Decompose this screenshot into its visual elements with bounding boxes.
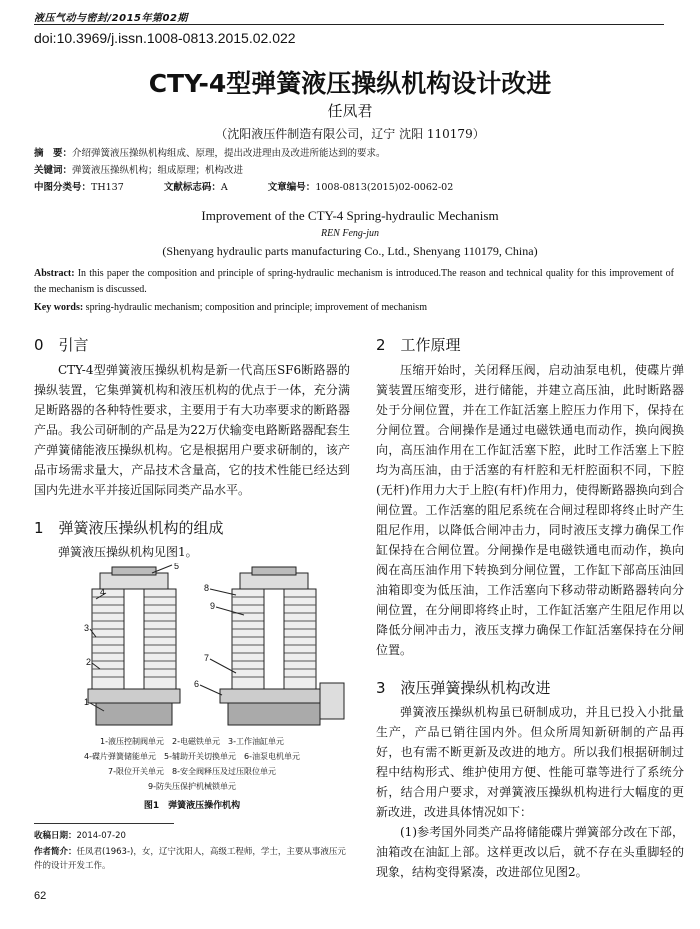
abstract-cn [34,147,674,160]
doi: doi:10.3969/j.issn.1008-0813.2015.02.022 [34,30,296,46]
bio-text: 任凤君(1963-)，女，辽宁沈阳人，高级工程师，学士，主要从事液压元件的设计开发工作。 [34,847,346,871]
received-date: 2014-07-20 [76,831,126,841]
paper-title: CTY-4型弹簧液压操纵机构设计改进 [148,69,552,98]
fig-label-1: 1 [84,697,90,707]
affiliation: （沈阳液压件制造有限公司，辽宁 沈阳 110179） [215,127,485,141]
received-label: 收稿日期： [34,831,77,841]
section-0-heading: 0 引言 [34,336,89,354]
left-valve-block [88,689,180,703]
fig-label-2: 2 [86,657,92,667]
clc-value: TH137 [91,182,124,193]
english-keywords [34,302,674,313]
keywords-cn-text: 弹簧液压操纵机构；组成原理；机构改进 [72,165,244,176]
right-top-switch [252,567,296,575]
keywords-cn [34,164,674,177]
fig-label-8: 8 [204,583,210,593]
english-abstract [34,266,674,298]
page-number: 62 [34,890,47,902]
fig-label-5: 5 [174,563,180,571]
section-3-body-2: (1)参考国外同类产品将储能碟片弹簧部分改在下部，油箱改在油缸上部。这样更改以后，就不存在头重脚轻的现象，结构变得紧凑，改进部位见图2。 [376,825,684,879]
doc-code-value: A [220,182,228,193]
fig-label-3: 3 [84,623,90,633]
section-2-body: 压缩开始时，关闭释压阀，启动油泵电机，使碟片弹簧装置压缩变形，进行储能，并建立高压油，此时断路器处于分闸位置，并在工作缸活塞上腔压力作用下，保持在分闸位置。合闸操作是通过电磁铁通电而动作，换向阀换向，高压油作用在工作缸活塞下腔，此时工作活塞上下腔均为高压油，由于活塞的有杆腔和无杆腔面积不同，下腔(无杆)作用力大于上腔(有杆)作用力，使得断路器换向到合闸位置。工作活塞的阻尼系统在合闸过程即将终止时产生阻尼作用，以降低合闸冲击力，同时液压支撑力确保工作缸保持在合闸位置。分闸操作是电磁铁通电而动作，换向阀在高压油作用下转换到分闸位置，工作缸下部高压油回油箱即变为低压油，工作活塞向下移动带动断路器转向分闸位置，在分闸即将终止时，工作缸活塞产生阻尼作用以降低分闸冲击力，液压支撑力确保工作缸活塞保持在分闸位置。 [376,363,684,657]
fig-label-6: 6 [194,679,200,689]
english-abstract-text: In this paper the composition and principle of spring-hydraulic mechanism is introduced.The reason and technical quality for this improvement of the mechanism is discussed. [34,268,675,295]
english-author: REN Feng-jun [320,228,380,239]
article-no-value: 1008-0813(2015)02-0062-02 [315,182,454,193]
section-0-body: CTY-4型弹簧液压操纵机构是新一代高压SF6断路器的操纵装置，它集弹簧机构和液压机构的优点于一体，充分满足断路器的各种特性要求，主要用于有大功率要求的断路器产品。我公司研制的产品是为22万伏输变电路断路器配套生产弹簧储能液压操纵机构。它是根据用户要求研制的，该产品市场需求量大，产品技术含量高，它的技术性能已经达到国内先进水平并接近国际同类产品水平。 [34,363,350,497]
footnote-bio [34,845,354,873]
motor-pump [320,683,344,719]
figure-1-legend-line-3: 7-限位开关单元 8-安全阀释压及过压限位单元 [108,767,276,776]
abstract-cn-text: 介绍弹簧液压操纵机构组成、原理，提出改进理由及改进所能达到的要求。 [72,148,386,159]
english-keywords-text: spring-hydraulic mechanism; composition and principle; improvement of mechanism [85,302,427,313]
doc-code-label: 文献标志码： [163,182,221,193]
figure-1-title: 图1 弹簧液压操作机构 [143,801,241,811]
bio-label: 作者简介： [34,847,77,857]
english-keywords-label: Key words: [34,302,84,313]
leader-6 [200,685,222,695]
figure-1-legend-line-2: 4-碟片弹簧储能单元 5-辅助开关切换单元 6-油泵电机单元 [84,752,300,761]
clc-label: 中图分类号： [34,182,92,193]
left-top-switch [112,567,156,575]
section-3-body-1: 弹簧液压操纵机构虽已研制成功，并且已投入小批量生产，产品已销往国内外。但众所周知新研制的产品再好，也有需不断更新及改进的地方。所以我们根据研制过程中结构形式、维护使用方便、性能可靠等进行了系统分析，结合用户要求，对弹簧液压操纵机构进行大幅度的更新改进，改进具体情况如下： [376,705,684,819]
journal-header: 液压气动与密封/2015年第02期 [34,13,188,24]
section-1-heading: 1 弹簧液压操纵机构的组成 [34,519,224,537]
abstract-cn-label: 摘 要： [34,148,73,159]
english-title: Improvement of the CTY-4 Spring-hydraulic Mechanism [201,208,499,223]
section-3-heading: 3 液压弹簧操纵机构改进 [376,679,551,697]
fig-label-7: 7 [204,653,210,663]
right-piston-rod [264,589,284,689]
section-1-body: 弹簧液压操纵机构见图1。 [58,545,198,559]
footnote-received [34,829,354,843]
right-valve-block [220,689,328,703]
right-base [228,703,320,725]
english-abstract-label: Abstract: [34,268,75,279]
footnote-rule [34,823,174,824]
left-piston-rod [124,589,144,689]
english-affiliation: (Shenyang hydraulic parts manufacturing Co., Ltd., Shenyang 110179, China) [162,244,538,258]
fig-label-4: 4 [100,587,106,597]
figure-1-legend-line-4: 9-防失压保护机械锁单元 [148,782,236,791]
fig-label-9: 9 [210,601,216,611]
figure-1-drawing [60,563,350,731]
author: 任凤君 [327,102,373,120]
figure-1-legend-line-1: 1-液压控制阀单元 2-电磁铁单元 3-工作油缸单元 [100,737,284,746]
classification-line [34,181,674,194]
article-no-label: 文章编号： [267,182,316,193]
header-rule [34,24,664,25]
section-2-heading: 2 工作原理 [376,336,461,354]
left-base [96,703,172,725]
keywords-cn-label: 关键词： [34,165,73,176]
